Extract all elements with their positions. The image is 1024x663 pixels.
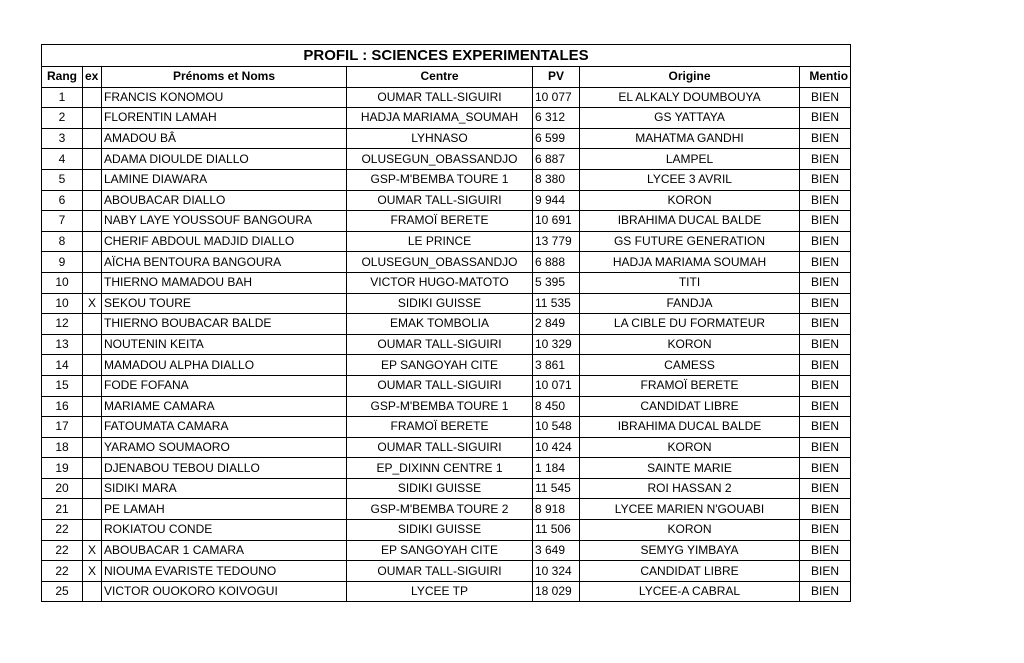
cell-name: DJENABOU TEBOU DIALLO [102,458,347,479]
cell-mention: BIEN [800,355,851,376]
table-row [42,561,851,582]
cell-rang: 8 [42,231,83,252]
cell-centre: EP SANGOYAH CITE [347,355,533,376]
cell-pv: 10 548 [533,417,580,438]
cell-origine: CANDIDAT LIBRE [580,396,800,417]
cell-ex [83,231,102,252]
table-row [42,252,851,273]
cell-origine: CAMESS [580,355,800,376]
cell-centre: OUMAR TALL-SIGUIRI [347,561,533,582]
cell-pv: 10 691 [533,211,580,232]
cell-rang: 5 [42,169,83,190]
cell-ex [83,581,102,602]
cell-pv: 10 077 [533,87,580,108]
cell-origine: LYCEE MARIEN N'GOUABI [580,499,800,520]
cell-ex [83,272,102,293]
cell-origine: CANDIDAT LIBRE [580,561,800,582]
header-centre: Centre [347,67,533,88]
table-row [42,478,851,499]
cell-centre: EP_DIXINN CENTRE 1 [347,458,533,479]
cell-mention: BIEN [800,169,851,190]
cell-name: MAMADOU ALPHA DIALLO [102,355,347,376]
cell-pv: 9 944 [533,190,580,211]
cell-origine: TITI [580,272,800,293]
cell-mention: BIEN [800,128,851,149]
cell-mention: BIEN [800,520,851,541]
header-name: Prénoms et Noms [102,67,347,88]
table-row [42,211,851,232]
cell-ex [83,108,102,129]
cell-pv: 13 779 [533,231,580,252]
cell-rang: 20 [42,478,83,499]
header-row [42,67,851,88]
table-row [42,355,851,376]
cell-pv: 10 324 [533,561,580,582]
cell-name: ABOUBACAR 1 CAMARA [102,540,347,561]
cell-origine: FRAMOÏ BERETE [580,375,800,396]
cell-mention: BIEN [800,87,851,108]
cell-rang: 3 [42,128,83,149]
cell-centre: GSP-M'BEMBA TOURE 1 [347,169,533,190]
cell-ex [83,149,102,170]
table-body [42,87,851,602]
cell-centre: OUMAR TALL-SIGUIRI [347,437,533,458]
cell-pv: 8 450 [533,396,580,417]
cell-name: CHERIF ABDOUL MADJID DIALLO [102,231,347,252]
cell-name: ADAMA DIOULDE DIALLO [102,149,347,170]
cell-mention: BIEN [800,499,851,520]
cell-ex [83,190,102,211]
cell-origine: GS FUTURE GENERATION [580,231,800,252]
cell-name: FRANCIS KONOMOU [102,87,347,108]
cell-rang: 13 [42,334,83,355]
cell-centre: OLUSEGUN_OBASSANDJO [347,149,533,170]
cell-mention: BIEN [800,314,851,335]
table-row [42,231,851,252]
cell-ex [83,87,102,108]
cell-pv: 10 329 [533,334,580,355]
table-row [42,169,851,190]
cell-centre: GSP-M'BEMBA TOURE 2 [347,499,533,520]
cell-origine: LAMPEL [580,149,800,170]
cell-pv: 10 071 [533,375,580,396]
cell-name: THIERNO BOUBACAR BALDE [102,314,347,335]
cell-ex [83,128,102,149]
cell-ex [83,478,102,499]
cell-rang: 10 [42,272,83,293]
cell-mention: BIEN [800,396,851,417]
cell-ex [83,252,102,273]
table-row [42,314,851,335]
cell-ex: X [83,293,102,314]
cell-origine: IBRAHIMA DUCAL BALDE [580,417,800,438]
cell-origine: ROI HASSAN 2 [580,478,800,499]
table-row [42,272,851,293]
cell-mention: BIEN [800,417,851,438]
table-row [42,190,851,211]
cell-rang: 21 [42,499,83,520]
cell-name: ABOUBACAR DIALLO [102,190,347,211]
cell-rang: 22 [42,561,83,582]
cell-centre: EMAK TOMBOLIA [347,314,533,335]
cell-mention: BIEN [800,437,851,458]
cell-ex [83,396,102,417]
cell-ex [83,520,102,541]
table-row [42,520,851,541]
cell-ex [83,437,102,458]
header-pv: PV [533,67,580,88]
cell-pv: 8 380 [533,169,580,190]
cell-mention: BIEN [800,334,851,355]
cell-rang: 22 [42,520,83,541]
cell-mention: BIEN [800,293,851,314]
table-row [42,149,851,170]
cell-rang: 16 [42,396,83,417]
table-row [42,334,851,355]
cell-mention: BIEN [800,540,851,561]
cell-name: NIOUMA EVARISTE TEDOUNO [102,561,347,582]
cell-mention: BIEN [800,581,851,602]
cell-origine: SEMYG YIMBAYA [580,540,800,561]
cell-mention: BIEN [800,478,851,499]
table-row [42,499,851,520]
cell-centre: OUMAR TALL-SIGUIRI [347,87,533,108]
cell-origine: LYCEE 3 AVRIL [580,169,800,190]
cell-name: ROKIATOU CONDE [102,520,347,541]
cell-centre: FRAMOÏ BERETE [347,417,533,438]
cell-rang: 10 [42,293,83,314]
cell-ex [83,169,102,190]
cell-centre: LE PRINCE [347,231,533,252]
cell-ex: X [83,540,102,561]
cell-rang: 7 [42,211,83,232]
cell-mention: BIEN [800,190,851,211]
table-row [42,375,851,396]
cell-centre: OUMAR TALL-SIGUIRI [347,190,533,211]
cell-centre: SIDIKI GUISSE [347,520,533,541]
cell-pv: 10 424 [533,437,580,458]
cell-name: THIERNO MAMADOU BAH [102,272,347,293]
cell-pv: 18 029 [533,581,580,602]
cell-centre: LYHNASO [347,128,533,149]
table-row [42,87,851,108]
cell-rang: 15 [42,375,83,396]
table-row [42,108,851,129]
cell-pv: 2 849 [533,314,580,335]
cell-centre: VICTOR HUGO-MATOTO [347,272,533,293]
table-row [42,128,851,149]
cell-name: LAMINE DIAWARA [102,169,347,190]
cell-origine: KORON [580,190,800,211]
cell-name: MARIAME CAMARA [102,396,347,417]
cell-centre: FRAMOÏ BERETE [347,211,533,232]
cell-origine: GS YATTAYA [580,108,800,129]
cell-ex [83,314,102,335]
cell-rang: 18 [42,437,83,458]
cell-origine: KORON [580,334,800,355]
cell-origine: HADJA MARIAMA SOUMAH [580,252,800,273]
cell-mention: BIEN [800,272,851,293]
table-row [42,293,851,314]
header-mention: Mentio [800,67,851,88]
cell-rang: 12 [42,314,83,335]
cell-origine: MAHATMA GANDHI [580,128,800,149]
cell-centre: LYCEE TP [347,581,533,602]
cell-centre: SIDIKI GUISSE [347,478,533,499]
cell-rang: 6 [42,190,83,211]
table-row [42,396,851,417]
cell-pv: 6 312 [533,108,580,129]
cell-rang: 22 [42,540,83,561]
cell-rang: 4 [42,149,83,170]
cell-centre: OUMAR TALL-SIGUIRI [347,375,533,396]
cell-pv: 3 861 [533,355,580,376]
cell-origine: LYCEE-A CABRAL [580,581,800,602]
results-table [41,44,851,602]
cell-name: SIDIKI MARA [102,478,347,499]
cell-mention: BIEN [800,108,851,129]
cell-centre: OUMAR TALL-SIGUIRI [347,334,533,355]
cell-pv: 5 395 [533,272,580,293]
cell-pv: 11 506 [533,520,580,541]
cell-name: FLORENTIN LAMAH [102,108,347,129]
cell-pv: 6 888 [533,252,580,273]
page-title: PROFIL : SCIENCES EXPERIMENTALES [42,45,851,67]
cell-name: FATOUMATA CAMARA [102,417,347,438]
title-row [42,45,851,67]
cell-ex [83,355,102,376]
cell-name: VICTOR OUOKORO KOIVOGUI [102,581,347,602]
cell-rang: 17 [42,417,83,438]
cell-origine: IBRAHIMA DUCAL BALDE [580,211,800,232]
cell-name: AÏCHA BENTOURA BANGOURA [102,252,347,273]
cell-mention: BIEN [800,149,851,170]
cell-pv: 11 545 [533,478,580,499]
cell-ex [83,211,102,232]
cell-name: SEKOU TOURE [102,293,347,314]
cell-pv: 3 649 [533,540,580,561]
cell-pv: 6 887 [533,149,580,170]
cell-ex: X [83,561,102,582]
cell-centre: SIDIKI GUISSE [347,293,533,314]
cell-name: AMADOU BÂ [102,128,347,149]
table-row [42,458,851,479]
cell-origine: KORON [580,520,800,541]
cell-centre: EP SANGOYAH CITE [347,540,533,561]
cell-name: NOUTENIN KEITA [102,334,347,355]
table-row [42,581,851,602]
cell-mention: BIEN [800,458,851,479]
cell-ex [83,458,102,479]
cell-mention: BIEN [800,252,851,273]
cell-pv: 6 599 [533,128,580,149]
cell-name: PE LAMAH [102,499,347,520]
cell-pv: 1 184 [533,458,580,479]
cell-ex [83,417,102,438]
cell-centre: OLUSEGUN_OBASSANDJO [347,252,533,273]
cell-origine: FANDJA [580,293,800,314]
header-origine: Origine [580,67,800,88]
table-row [42,417,851,438]
cell-centre: HADJA MARIAMA_SOUMAH [347,108,533,129]
cell-name: YARAMO SOUMAORO [102,437,347,458]
cell-rang: 2 [42,108,83,129]
cell-rang: 25 [42,581,83,602]
cell-rang: 19 [42,458,83,479]
cell-origine: KORON [580,437,800,458]
cell-origine: LA CIBLE DU FORMATEUR [580,314,800,335]
cell-mention: BIEN [800,231,851,252]
cell-origine: EL ALKALY DOUMBOUYA [580,87,800,108]
header-rang: Rang [42,67,83,88]
cell-origine: SAINTE MARIE [580,458,800,479]
cell-name: FODE FOFANA [102,375,347,396]
table-row [42,540,851,561]
cell-rang: 9 [42,252,83,273]
cell-ex [83,499,102,520]
cell-ex [83,375,102,396]
cell-centre: GSP-M'BEMBA TOURE 1 [347,396,533,417]
cell-mention: BIEN [800,211,851,232]
cell-rang: 1 [42,87,83,108]
cell-name: NABY LAYE YOUSSOUF BANGOURA [102,211,347,232]
cell-pv: 8 918 [533,499,580,520]
header-ex: ex [83,67,102,88]
cell-rang: 14 [42,355,83,376]
cell-ex [83,334,102,355]
cell-mention: BIEN [800,375,851,396]
cell-pv: 11 535 [533,293,580,314]
cell-mention: BIEN [800,561,851,582]
table-row [42,437,851,458]
